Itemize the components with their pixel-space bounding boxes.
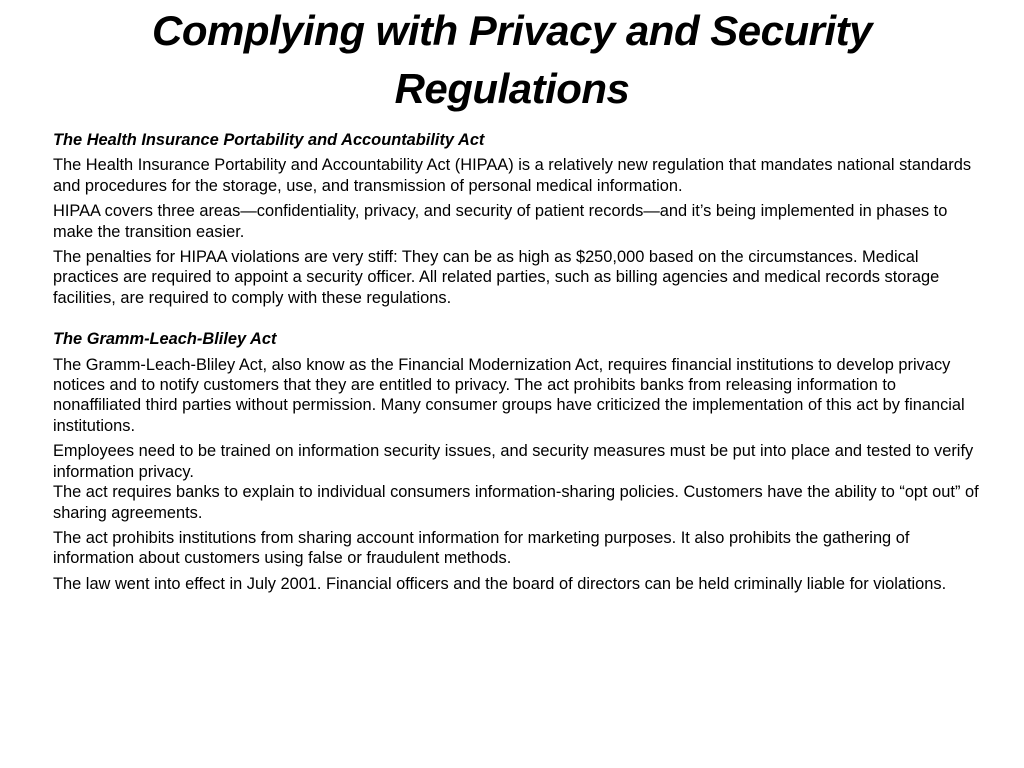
hipaa-paragraph: HIPAA covers three areas—confidentiality, privacy, and security of patient records—and it’s being implemented in phases to make the transition easier. — [53, 202, 948, 241]
slide-title: Complying with Privacy and Security Regulations — [151, 7, 873, 112]
section-heading-glba: The Gramm-Leach-Bliley Act — [53, 330, 277, 349]
section-heading-hipaa: The Health Insurance Portability and Accountability Act — [53, 131, 485, 149]
hipaa-paragraph: The penalties for HIPAA violations are very stiff: They can be as high as $250,000 based on the circumstances. Medical practices are required to appoint a security officer. All related parties, such as billing agencies and medical records storage facilities, are required to comply with these regulations. — [53, 248, 940, 307]
slide-body — [53, 130, 981, 599]
glba-paragraph: The Gramm-Leach-Bliley Act, also know as the Financial Modernization Act, requires financial institutions to develop privacy notices and to notify customers that they are entitled to privacy. The act prohibits banks from releasing information to nonaffiliated third parties without permission. Many consumer groups have criticized the implementation of this act by financial institutions. — [53, 355, 965, 435]
glba-paragraph: Employees need to be trained on information security issues, and security measures must be put into place and tested to verify information privacy. — [53, 442, 974, 481]
glba-paragraph: The act requires banks to explain to individual consumers information-sharing policies. Customers have the ability to “opt out” of sharing agreements. — [53, 483, 979, 522]
glba-paragraph: The act prohibits institutions from sharing account information for marketing purposes. It also prohibits the gathering of information about customers using false or fraudulent methods. — [53, 528, 910, 568]
glba-paragraph: The law went into effect in July 2001. Financial officers and the board of directors can be held criminally liable for violations. — [53, 574, 947, 593]
hipaa-paragraph: The Health Insurance Portability and Accountability Act (HIPAA) is a relatively new regulation that mandates national standards and procedures for the storage, use, and transmission of personal medical information. — [53, 156, 972, 195]
